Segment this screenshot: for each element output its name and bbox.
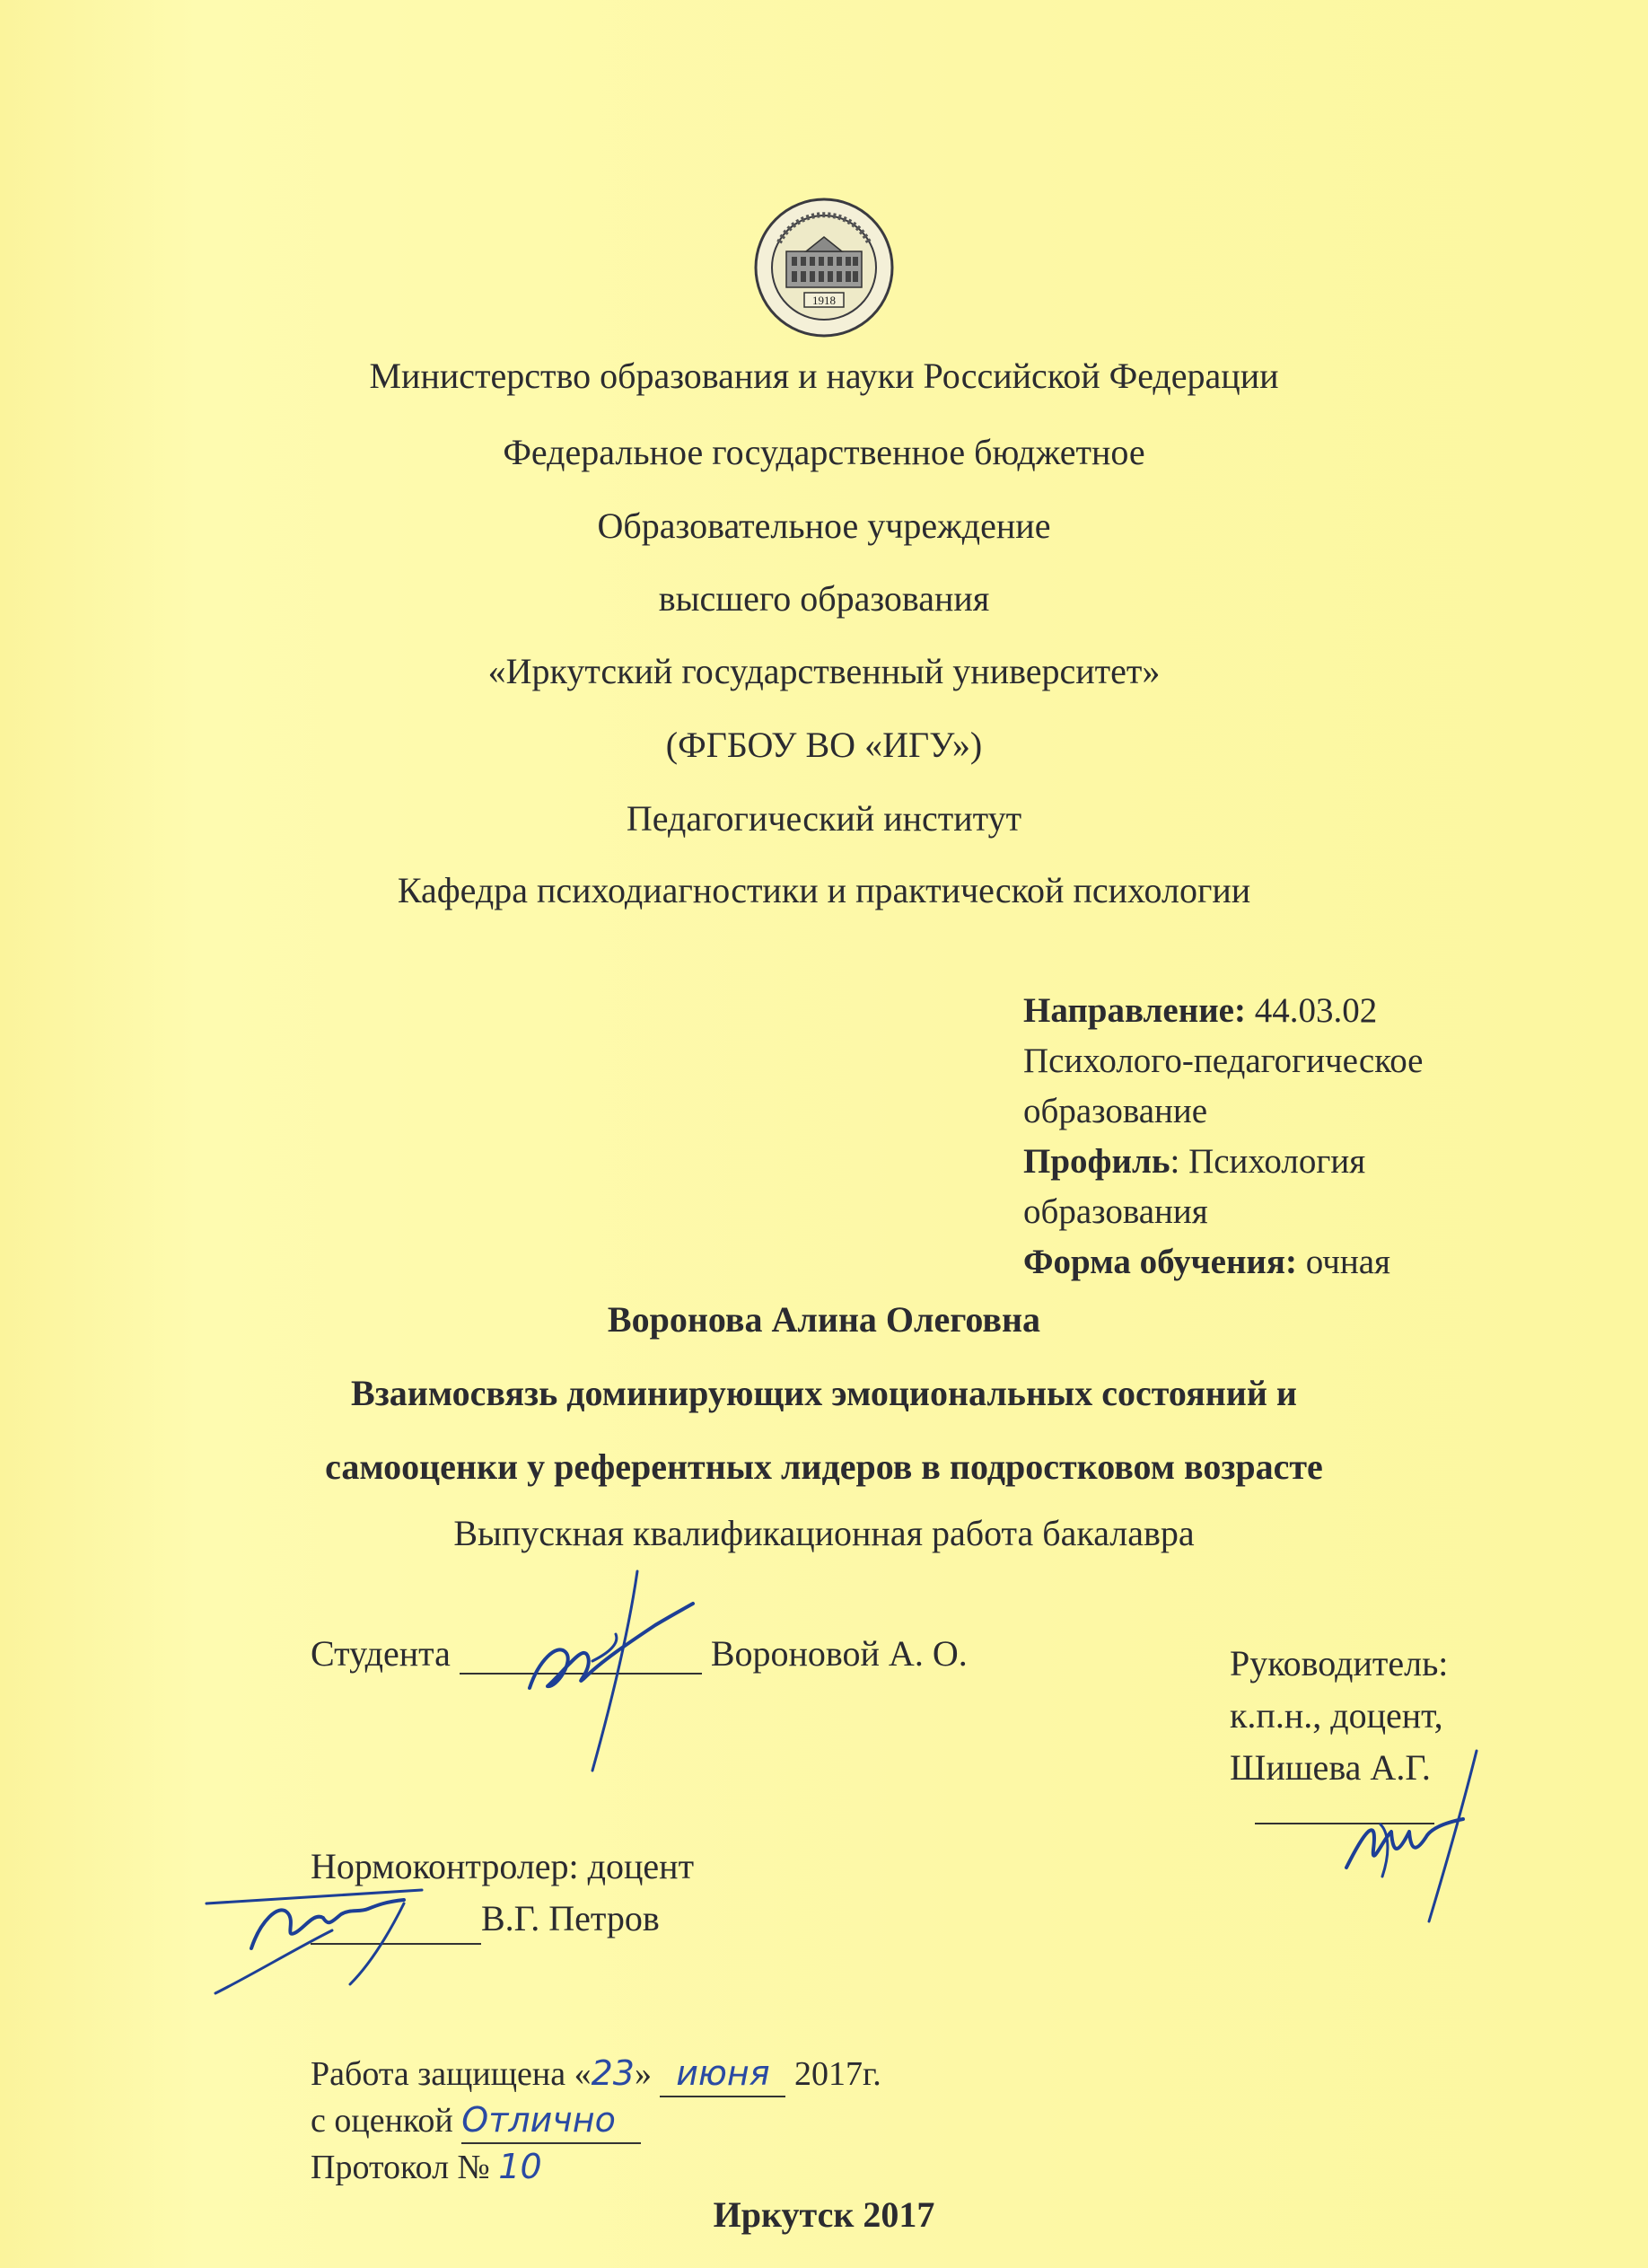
defense-label: Работа защищена « [311, 2055, 592, 2093]
normcontrol-name: В.Г. Петров [481, 1898, 660, 1938]
supervisor-label: Руководитель: [1230, 1643, 1449, 1683]
thesis-title-line1: Взаимосвязь доминирующих эмоциональных состояний и [351, 1373, 1297, 1413]
grade-value: Отлично [461, 2097, 641, 2144]
grade-label: с оценкой [311, 2102, 453, 2140]
student-label: Студента [311, 1633, 451, 1674]
protocol-label: Протокол № [311, 2149, 490, 2186]
header-institute: Педагогический институт [626, 798, 1022, 839]
thesis-title-line2: самооценки у референтных лидеров в подростковом возрасте [325, 1446, 1323, 1487]
normcontrol-label: Нормоконтролер: доцент [311, 1846, 695, 1886]
defense-day-close: » [634, 2055, 652, 2093]
profile-value-line2: образования [1023, 1192, 1208, 1231]
study-form-label: Форма обучения: [1023, 1243, 1297, 1281]
header-university: «Иркутский государственный университет» [487, 651, 1161, 691]
direction-name-line2: Психолого-педагогическое [1023, 1042, 1424, 1080]
supervisor-degree: к.п.н., доцент, [1230, 1695, 1443, 1736]
footer-city-year: Иркутск 2017 [713, 2194, 935, 2235]
direction-code: 44.03.02 [1254, 991, 1378, 1030]
defense-day: 23 [591, 2053, 635, 2093]
student-signature-icon [503, 1562, 700, 1778]
header-ministry: Министерство образования и науки Российской Федерации [369, 356, 1279, 396]
study-form-value: очная [1305, 1243, 1390, 1281]
direction-name-line3: образование [1023, 1092, 1208, 1130]
header-abbreviation: (ФГБОУ ВО «ИГУ») [665, 725, 983, 765]
profile-value: : Психология [1170, 1142, 1366, 1181]
defense-year: 2017г. [793, 2055, 881, 2093]
header-federal: Федеральное государственное бюджетное [503, 432, 1145, 472]
student-name: Вороновой А. О. [710, 1633, 968, 1674]
normcontrol-signature-icon [197, 1850, 467, 2002]
supervisor-signature-icon [1328, 1742, 1481, 1930]
header-department: Кафедра психодиагностики и практической психологии [397, 870, 1251, 910]
profile-label: Профиль [1023, 1142, 1170, 1181]
defense-month: июня [660, 2051, 785, 2097]
study-details [1023, 986, 1526, 1288]
work-type: Выпускная квалификационная работа бакалавра [453, 1513, 1195, 1553]
supervisor-name: Шишева А.Г. [1230, 1747, 1431, 1788]
direction-label: Направление: [1023, 991, 1246, 1030]
seal-year: 1918 [812, 294, 836, 307]
header-higher-education: высшего образования [658, 578, 990, 619]
header-institution-type: Образовательное учреждение [597, 505, 1051, 546]
author-name: Воронова Алина Олеговна [607, 1299, 1041, 1340]
university-seal-icon [752, 196, 896, 339]
protocol-number: 10 [498, 2147, 542, 2186]
defense-block [311, 2051, 881, 2190]
